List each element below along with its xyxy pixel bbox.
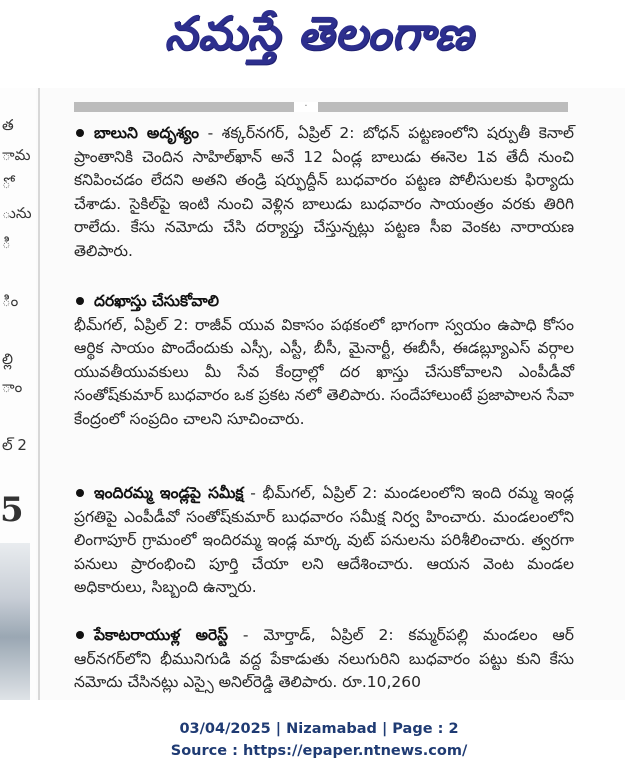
fragment-text: ి <box>2 234 11 252</box>
fragment-text: త <box>2 116 14 134</box>
bullet-icon <box>76 129 84 137</box>
article-gamblers-arrest <box>74 624 574 695</box>
adjacent-column-fragment <box>0 88 36 700</box>
newspaper-clipping <box>0 88 625 700</box>
section-rule-mark: · <box>294 102 318 112</box>
fragment-text: ల్లి <box>2 350 13 368</box>
article-body: - మోర్తాడ్‌, ఏప్రిల్‌ 2: కమ్మర్‌పల్లి మండలం ఆర్‌ ఆర్‌నగర్‌లోని భీమునిగుడి వద్ద పేకాడుతు నలుగురిని బుధవారం పట్టు కుని కేసు నమోదు చేసినట్లు ఎస్సై అనిల్‌రెడ్డి తెలిపారు. రూ.10,260 <box>74 626 574 692</box>
fragment-text: ాం <box>2 378 23 396</box>
article-headline: పేకాటరాయుళ్ల అరెస్ట్‌ <box>94 626 229 644</box>
bullet-icon <box>76 631 84 639</box>
edition-info: 03/04/2025 | Nizamabad | Page : 2 <box>179 721 459 737</box>
article-apply <box>74 290 574 432</box>
bullet-icon <box>76 297 84 305</box>
column-divider <box>38 88 40 700</box>
fragment-text: ిం <box>2 292 19 310</box>
article-body: - భీమ్‌గల్‌, ఏప్రిల్‌ 2: మండలంలోని ఇంది రమ్మ ఇండ్ల ప్రగతిపై ఎంపీడీవో సంతోష్‌కుమార్‌ బుధవారం సమీక్ష నిర్వ హించారు. మండలంలోని లింగాపూర్‌ గ్రామంలో ఇందిరమ్మ ఇండ్ల మార్క వుట్‌ పనులను పరిశీలించారు. త్వరగా పనులు ప్రారంభించి పూర్తి చేయా లని ఆదేశించారు. ఆయన వెంట మండల అధికారులు, సిబ్బంది ఉన్నారు. <box>74 484 574 597</box>
source-link[interactable]: Source : https://epaper.ntnews.com/ <box>170 743 468 759</box>
section-rule <box>74 102 568 112</box>
article-headline: ఇందిరమ్మ ఇండ్లపై సమీక్ష <box>94 484 244 502</box>
article-indiramma-review <box>74 482 574 600</box>
fragment-text: ామ <box>2 146 31 164</box>
fragment-text: ో <box>2 174 11 192</box>
masthead <box>0 0 638 78</box>
fragment-text: ును <box>2 204 32 222</box>
article-body: భీమ్‌గల్‌, ఏప్రిల్‌ 2: రాజీవ్‌ యువ వికాసం పథకంలో భాగంగా స్వయం ఉపాధి కోసం ఆర్థిక సాయం పొందేందుకు ఎస్సీ, ఎస్టీ, బీసీ, మైనార్టీ, ఈబీసీ, ఈడబ్ల్యూఎస్‌ వర్గాల యువతీయువకులు మీ సేవ కేంద్రాల్లో దర ఖాస్తు చేసుకోవాలని ఎంపీడీవో సంతోష్‌కుమార్‌ బుధవారం ఒక ప్రకట నలో తెలిపారు. సందేహాలుంటే ప్రజాపాలన సేవా కేంద్రంలో సంప్రదిం చాలని సూచించారు. <box>74 315 574 428</box>
article-headline: బాలుని అదృశ్యం <box>94 124 200 142</box>
clipping-footer <box>0 718 638 762</box>
bullet-icon <box>76 489 84 497</box>
newspaper-title: నమస్తే తెలంగాణ <box>164 6 474 60</box>
fragment-digit: 5 <box>0 490 24 530</box>
article-headline: దరఖాస్తు చేసుకోవాలి <box>94 292 219 310</box>
article-body: - శక్కర్‌నగర్‌, ఏప్రిల్‌ 2: బోధన్‌ పట్టణంలోని షర్పుతీ కెనాల్‌ ప్రాంతానికి చెందిన సాహిల్‌ఖాన్‌ అనే 12 ఏండ్ల బాలుడు ఈనెల 1వ తేదీ నుంచి కనిపించడం లేదని అతని తండ్రి షర్ఫుద్దీన్‌ బుధవారం పట్టణ పోలీసులకు ఫిర్యాదు చేశాడు. సైకిల్‌పై ఇంటి నుంచి వెళ్లిన బాలుడు బుధవారం సాయంత్రం వరకు తిరిగి రాలేదు. కేసు నమోదు చేసి దర్యాప్తు చేస్తున్నట్లు పట్టణ సీఐ వెంకట నారాయణ తెలిపారు. <box>74 124 574 260</box>
article-missing-boy <box>74 122 574 264</box>
fragment-text: ల్ 2 <box>2 436 27 454</box>
fragment-photo <box>0 543 30 700</box>
